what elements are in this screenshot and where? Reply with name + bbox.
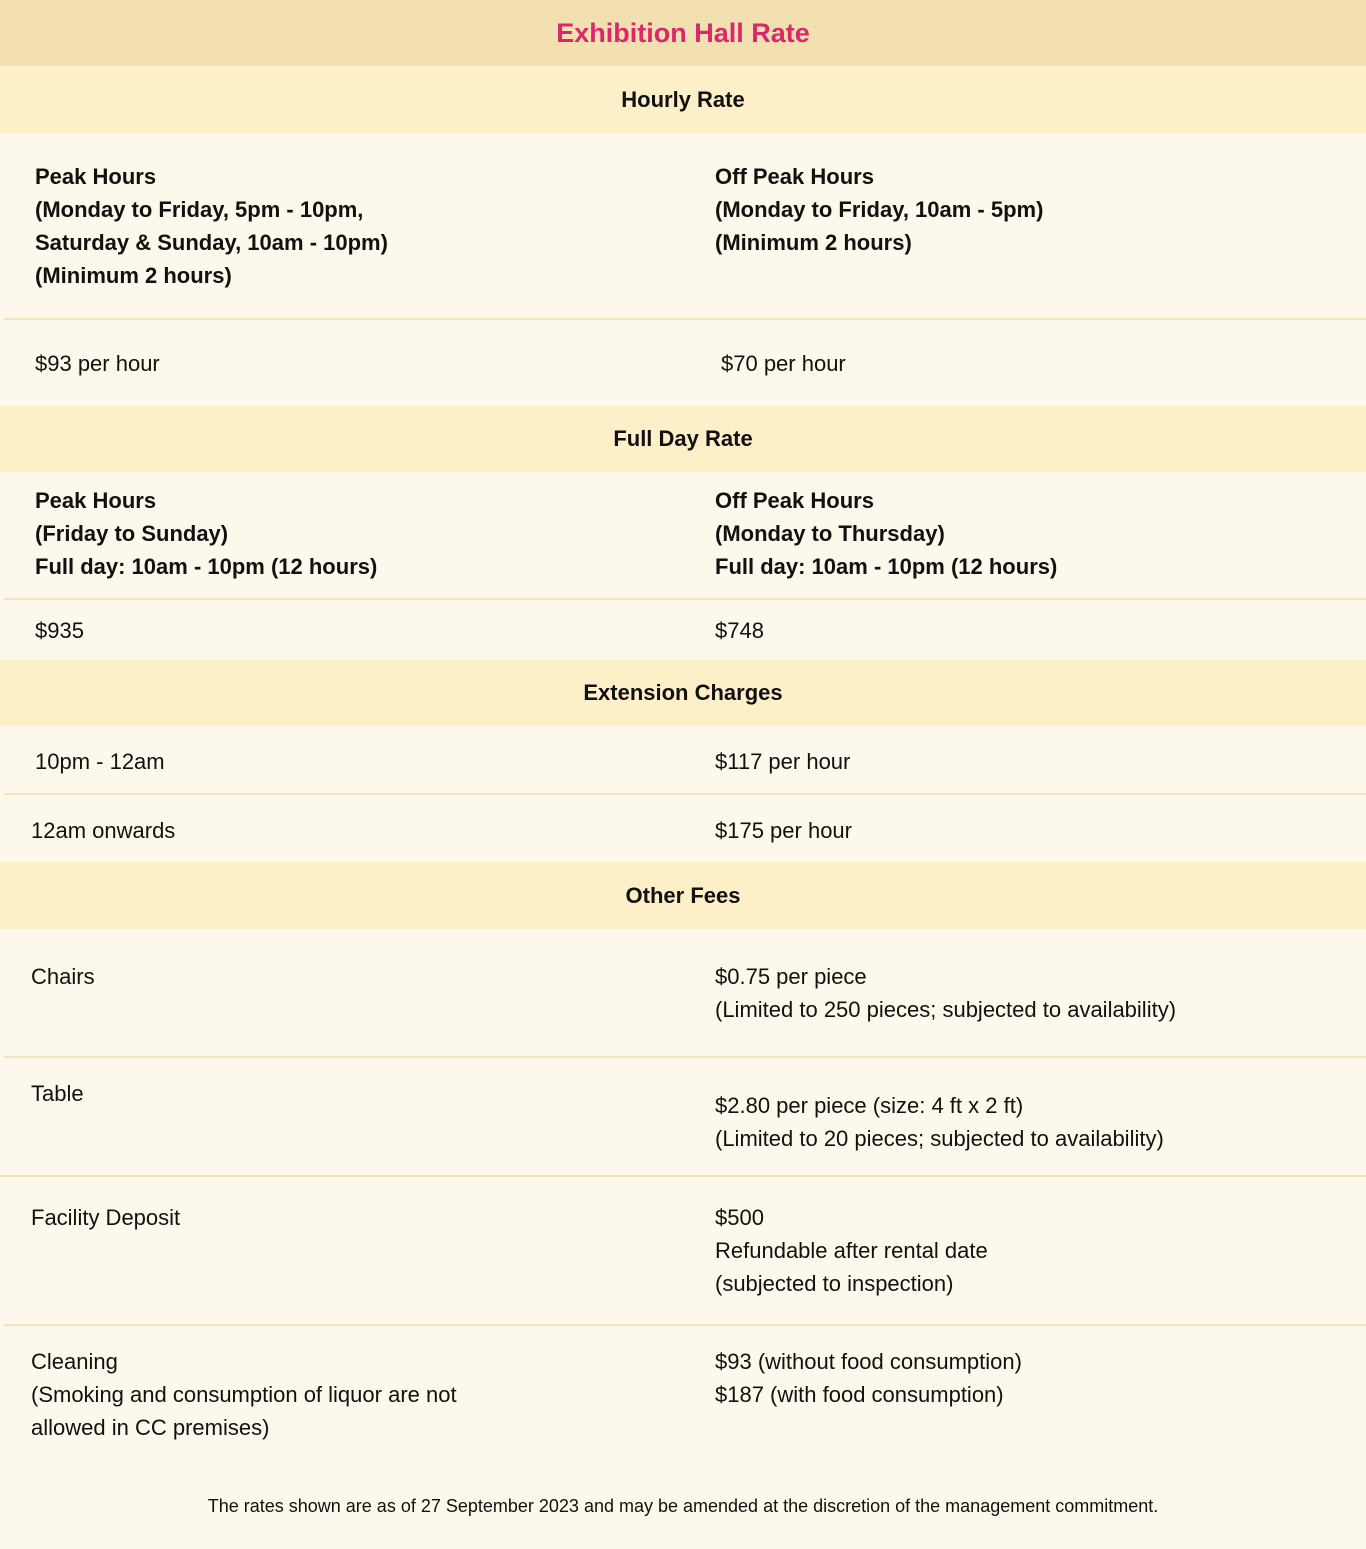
section-header-other-fees: Other Fees [0,862,1366,929]
full-day-peak-label: Peak Hours (Friday to Sunday) Full day: 10am - 10pm (12 hours) [35,488,378,579]
footer-note: The rates shown are as of 27 September 2023 and may be amended at the discretion of the management commitment. [207,1496,1159,1516]
fee-price: $0.75 per piece (Limited to 250 pieces; subjected to availability) [715,964,1177,1022]
fee-price: $93 (without food consumption) $187 (with food consumption) [715,1349,1022,1407]
divider [4,598,1366,600]
divider [4,1056,1366,1058]
extension-time: 12am onwards [31,818,176,843]
fee-price: $500 Refundable after rental date (subjected to inspection) [715,1205,988,1296]
fee-item: Facility Deposit [31,1205,181,1230]
section-header-hourly: Hourly Rate [0,66,1366,133]
divider [4,318,1366,320]
full-day-offpeak-label: Off Peak Hours (Monday to Thursday) Full day: 10am - 10pm (12 hours) [715,488,1058,579]
hourly-peak-label: Peak Hours (Monday to Friday, 5pm - 10pm, Saturday & Sunday, 10am - 10pm) (Minimum 2 hours) [35,164,388,288]
hourly-peak-price: $93 per hour [35,351,160,376]
hourly-offpeak-label: Off Peak Hours (Monday to Friday, 10am - 5pm) (Minimum 2 hours) [715,164,1044,255]
fee-item: Table [31,1081,84,1106]
hourly-offpeak-price: $70 per hour [721,351,846,376]
extension-price: $175 per hour [715,818,852,843]
full-day-peak-price: $935 [35,618,84,643]
page-title: Exhibition Hall Rate [0,0,1366,66]
full-day-offpeak-price: $748 [715,618,764,643]
fee-price: $2.80 per piece (size: 4 ft x 2 ft) (Limited to 20 pieces; subjected to availability) [715,1093,1164,1151]
divider [0,1175,1366,1177]
fee-item: Chairs [31,964,95,989]
fee-item: Cleaning (Smoking and consumption of liquor are not allowed in CC premises) [31,1349,457,1440]
section-header-full-day: Full Day Rate [0,406,1366,472]
divider [4,1324,1366,1326]
extension-time: 10pm - 12am [35,749,165,774]
extension-price: $117 per hour [715,749,851,774]
divider [4,793,1366,795]
section-header-extension: Extension Charges [0,660,1366,726]
